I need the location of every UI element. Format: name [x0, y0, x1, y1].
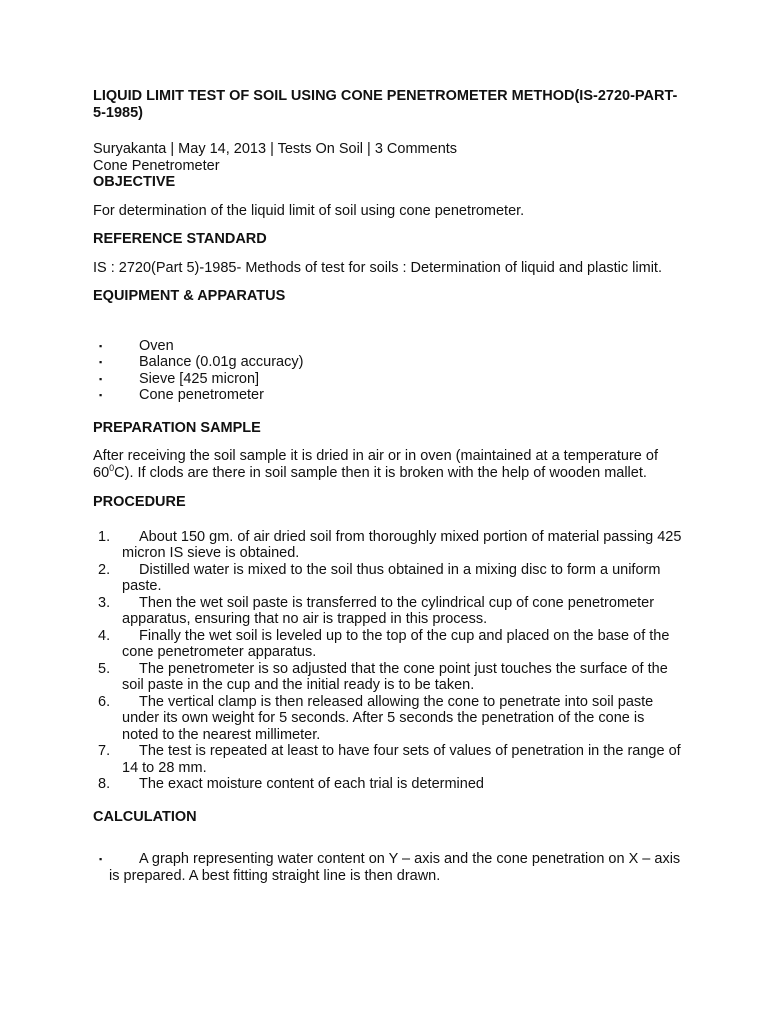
list-item: 5. The penetrometer is so adjusted that the cone point just touches the surface of the soil paste in the cup and the initial ready is to be taken. — [98, 660, 668, 693]
bullet-icon: ▪ — [99, 357, 103, 367]
bullet-icon: ▪ — [99, 340, 103, 351]
image-caption: Cone Penetrometer — [93, 157, 220, 174]
equipment-list — [93, 338, 683, 404]
calculation-list — [93, 851, 683, 884]
list-item: 2. Distilled water is mixed to the soil thus obtained in a mixing disc to form a uniform paste. — [98, 561, 661, 594]
list-item: 6. The vertical clamp is then released allowing the cone to penetrate into soil paste under its own weight for 5 seconds. After 5 seconds the penetration of the cone is noted to the nearest millimeter. — [98, 693, 654, 743]
list-item: 7. The test is repeated at least to have four sets of values of penetration in the range of 14 to 28 mm. — [98, 743, 681, 776]
list-item: ▪ Balance (0.01g accuracy) — [99, 354, 304, 370]
procedure-list — [93, 529, 683, 793]
bullet-icon: ▪ — [99, 390, 103, 400]
list-item: ▪ Oven — [99, 337, 174, 354]
list-item: ▪ Sieve [425 micron] — [99, 370, 260, 387]
list-item: 8. The exact moisture content of each trial is determined — [98, 776, 484, 792]
preparation-heading: PREPARATION SAMPLE — [93, 419, 261, 436]
objective-heading: OBJECTIVE — [93, 174, 176, 190]
list-item: 3. Then the wet soil paste is transferred to the cylindrical cup of cone penetrometer apparatus, ensuring that no air is trapped in this process. — [98, 594, 655, 627]
calculation-heading: CALCULATION — [93, 808, 197, 825]
bullet-icon: ▪ — [99, 373, 103, 384]
byline: Suryakanta | May 14, 2013 | Tests On Soil | 3 Comments — [93, 141, 458, 157]
equipment-heading: EQUIPMENT & APPARATUS — [93, 288, 286, 304]
list-item: 4. Finally the wet soil is leveled up to the top of the cup and placed on the base of the cone penetrometer apparatus. — [98, 627, 670, 660]
preparation-text: After receiving the soil sample it is dried in air or in oven (maintained at a temperature of $60^0C$). If clods are there in soil sample then it is broken with the help of wooden mallet. — [93, 448, 658, 481]
list-item: ▪ Cone penetrometer — [99, 387, 264, 403]
document-title: LIQUID LIMIT TEST OF SOIL USING CONE PENETROMETER METHOD(IS-2720-PART-5-1985) — [93, 88, 678, 121]
reference-text: IS : 2720(Part 5)-1985- Methods of test for soils : Determination of liquid and plastic limit. — [93, 259, 662, 276]
procedure-heading: PROCEDURE — [93, 494, 186, 510]
objective-text: For determination of the liquid limit of soil using cone penetrometer. — [93, 202, 525, 219]
list-item: ▪ A graph representing water content on Y – axis and the cone penetration on X – axis is prepared. A best fitting straight line is then drawn. — [99, 851, 681, 884]
bullet-icon: ▪ — [99, 854, 103, 864]
document-page — [93, 88, 683, 884]
reference-heading: REFERENCE STANDARD — [93, 231, 267, 247]
list-item: 1. About 150 gm. of air dried soil from thoroughly mixed portion of material passing 425 micron IS sieve is obtained. — [98, 528, 682, 561]
